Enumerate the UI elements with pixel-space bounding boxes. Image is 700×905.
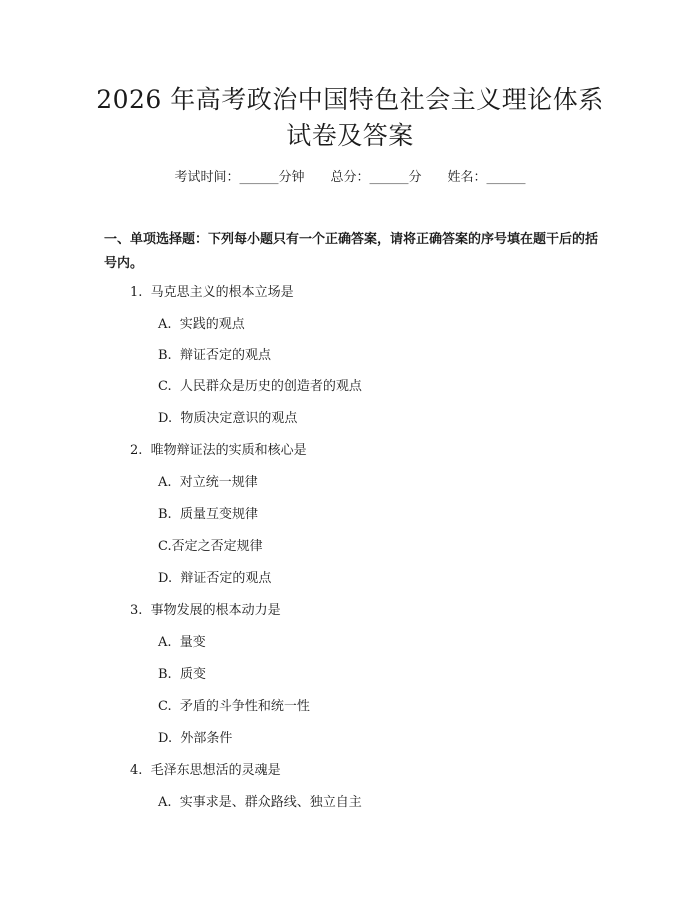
name-blank: ______ (486, 170, 526, 185)
exam-title-line1: 2026 年高考政治中国特色社会主义理论体系 (96, 85, 604, 114)
question-option: A. 对立统一规律 (158, 475, 258, 490)
question-option: C. 人民群众是历史的创造者的观点 (158, 379, 362, 394)
time-label: 考试时间： (174, 170, 240, 185)
name-label: 姓名： (447, 170, 487, 185)
question-stem: 2. 唯物辩证法的实质和核心是 (130, 443, 307, 458)
question-stem: 3. 事物发展的根本动力是 (130, 603, 281, 618)
question-option: A. 实事求是、群众路线、独立自主 (158, 795, 362, 810)
time-unit: 分钟 (278, 170, 305, 185)
score-label: 总分： (330, 170, 370, 185)
score-unit: 分 (408, 170, 422, 185)
section-heading-single-choice: 一、单项选择题：下列每小题只有一个正确答案，请将正确答案的序号填在题干后的括号内。 (104, 232, 599, 271)
question-option: C. 矛盾的斗争性和统一性 (158, 699, 310, 714)
question-option: A. 实践的观点 (158, 317, 245, 332)
question-option: A. 量变 (158, 635, 206, 650)
question-stem: 4. 毛泽东思想活的灵魂是 (130, 763, 281, 778)
question-option: C.否定之否定规律 (158, 539, 263, 554)
question-option: D. 辩证否定的观点 (158, 571, 272, 586)
question-option: B. 质量互变规律 (158, 507, 258, 522)
question-option: D. 外部条件 (158, 731, 233, 746)
question-stem: 1. 马克思主义的根本立场是 (130, 285, 294, 300)
score-blank: ______ (369, 170, 409, 185)
question-option: B. 质变 (158, 667, 206, 682)
question-option: B. 辩证否定的观点 (158, 348, 271, 363)
question-option: D. 物质决定意识的观点 (158, 411, 298, 426)
exam-meta-row (0, 168, 700, 188)
exam-title-line2: 试卷及答案 (286, 121, 414, 150)
time-blank: ______ (239, 170, 279, 185)
